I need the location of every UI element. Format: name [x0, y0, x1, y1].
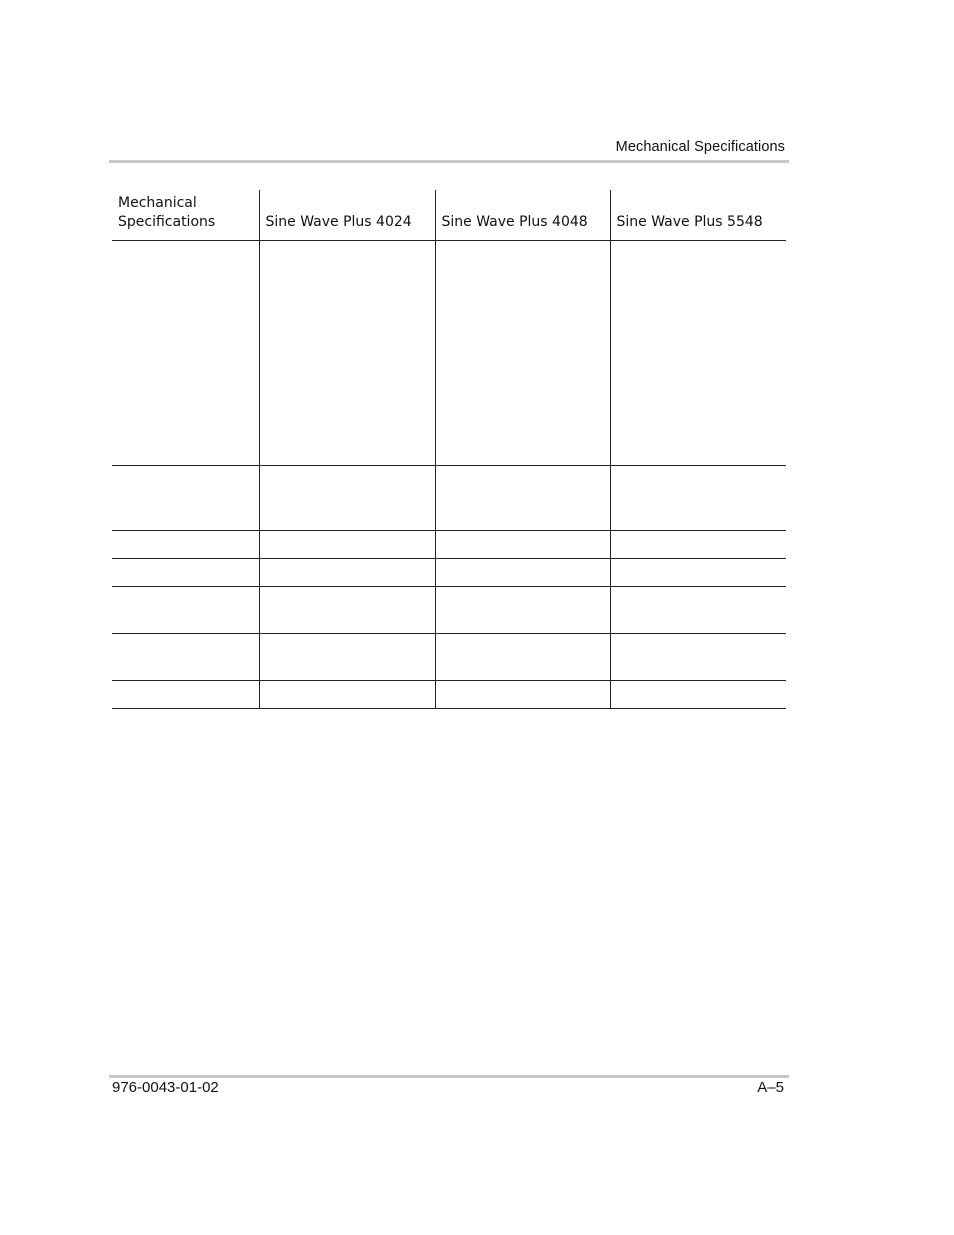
table-row	[112, 680, 786, 708]
table-cell	[112, 633, 259, 680]
table-cell	[435, 586, 610, 633]
table-row	[112, 586, 786, 633]
table-cell	[610, 680, 786, 708]
table-cell	[610, 530, 786, 558]
table-cell	[259, 586, 435, 633]
table-cell	[435, 680, 610, 708]
column-header-4048: Sine Wave Plus 4048	[435, 190, 610, 240]
table-cell	[259, 240, 435, 465]
table-row	[112, 240, 786, 465]
table-cell	[610, 558, 786, 586]
table-cell	[112, 680, 259, 708]
table-cell	[610, 240, 786, 465]
table-row	[112, 465, 786, 530]
header-rule	[109, 160, 789, 163]
mechanical-specifications-table	[112, 190, 786, 709]
table-cell	[435, 240, 610, 465]
table-row	[112, 530, 786, 558]
table-cell	[112, 530, 259, 558]
table-cell	[610, 633, 786, 680]
table-row	[112, 558, 786, 586]
table-cell	[259, 633, 435, 680]
table-cell	[259, 558, 435, 586]
running-header-title: Mechanical Specifications	[615, 139, 785, 155]
table-cell	[112, 240, 259, 465]
table-header-row	[112, 190, 786, 240]
table-cell	[610, 586, 786, 633]
page-number: A–5	[757, 1079, 784, 1096]
table-cell	[112, 586, 259, 633]
table-cell	[259, 530, 435, 558]
document-number: 976-0043-01-02	[112, 1079, 219, 1096]
table-cell	[435, 633, 610, 680]
table-cell	[112, 558, 259, 586]
table-cell	[112, 465, 259, 530]
footer-rule	[109, 1075, 789, 1078]
table-row	[112, 633, 786, 680]
table-cell	[435, 465, 610, 530]
table-cell	[259, 680, 435, 708]
table-cell	[610, 465, 786, 530]
table-cell	[259, 465, 435, 530]
column-header-4024: Sine Wave Plus 4024	[259, 190, 435, 240]
column-header-5548: Sine Wave Plus 5548	[610, 190, 786, 240]
table-cell	[435, 558, 610, 586]
column-header-specifications: Mechanical Specifications	[112, 190, 259, 240]
table-cell	[435, 530, 610, 558]
